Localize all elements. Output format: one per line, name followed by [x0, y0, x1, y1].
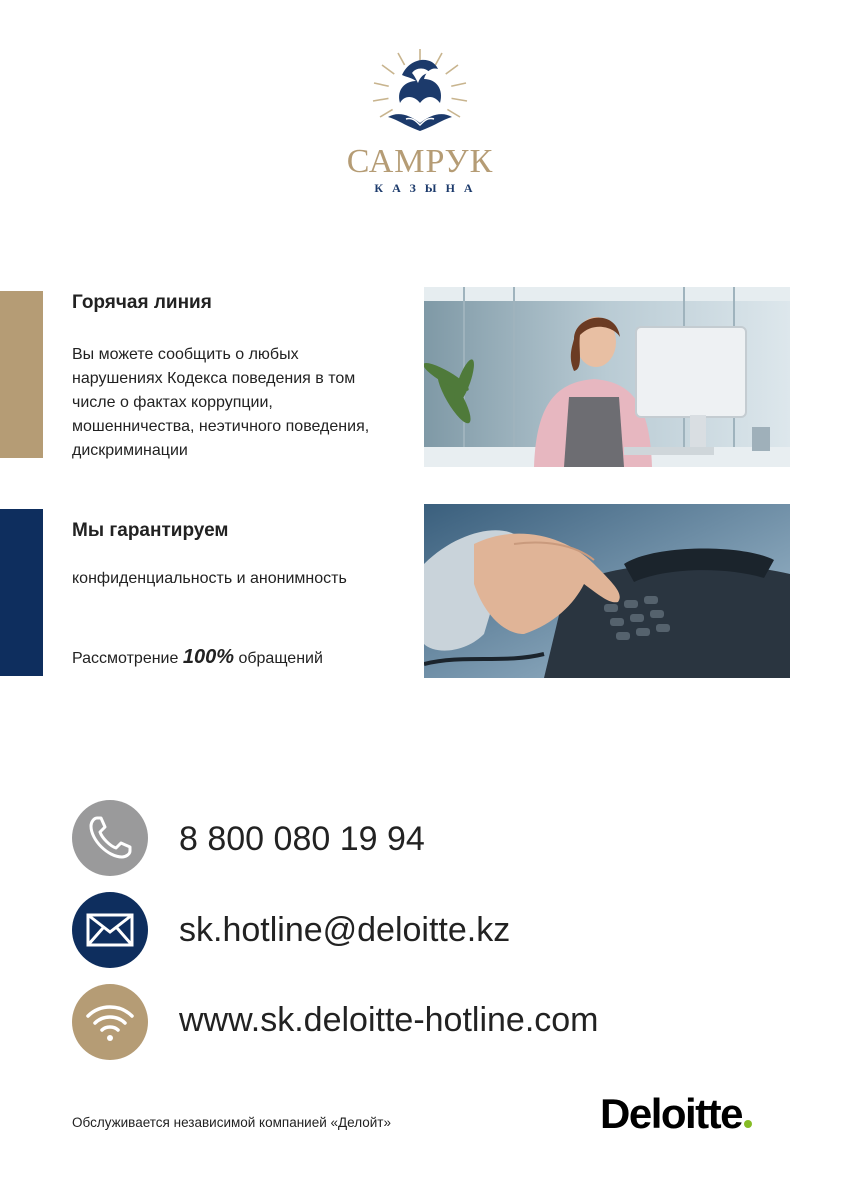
- review-percent: 100%: [182, 646, 234, 668]
- section1-accent-bar: [0, 291, 43, 458]
- email-circle: [72, 892, 148, 968]
- samruk-emblem-icon: [340, 45, 500, 145]
- phone-icon: [72, 800, 148, 876]
- section2-review-line: [72, 645, 412, 671]
- phone-circle: [72, 800, 148, 876]
- logo-wordmark: САМРУК: [346, 143, 494, 180]
- section2-title: Мы гарантируем: [72, 520, 229, 541]
- hotline-phone-number[interactable]: 8 800 080 19 94: [179, 820, 425, 858]
- hotline-operator-photo: [424, 287, 790, 467]
- section2-accent-bar: [0, 509, 43, 676]
- samruk-kazyna-logo: [340, 45, 500, 205]
- phone-dialing-photo: [424, 504, 790, 678]
- section2-text: конфиденциальность и анонимность: [72, 570, 347, 587]
- deloitte-green-dot: [744, 1120, 752, 1128]
- footer-service-note: Обслуживается независимой компанией «Делойт»: [72, 1115, 392, 1130]
- wifi-icon: [72, 984, 148, 1060]
- deloitte-logo: [600, 1090, 752, 1138]
- hotline-website-link[interactable]: www.sk.deloitte-hotline.com: [179, 1001, 599, 1039]
- envelope-icon: [72, 892, 148, 968]
- logo-subtitle: КАЗЫНА: [374, 181, 482, 195]
- review-prefix: Рассмотрение: [72, 650, 179, 667]
- section1-title: Горячая линия: [72, 292, 212, 313]
- review-suffix: обращений: [238, 650, 323, 667]
- hotline-email[interactable]: sk.hotline@deloitte.kz: [179, 911, 511, 949]
- section1-text: Вы можете сообщить о любых нарушениях Кодекса поведения в том числе о фактах коррупции, мошенничества, неэтичного поведения, дискриминации: [72, 346, 370, 459]
- web-circle: [72, 984, 148, 1060]
- deloitte-wordmark: Deloitte: [600, 1090, 743, 1137]
